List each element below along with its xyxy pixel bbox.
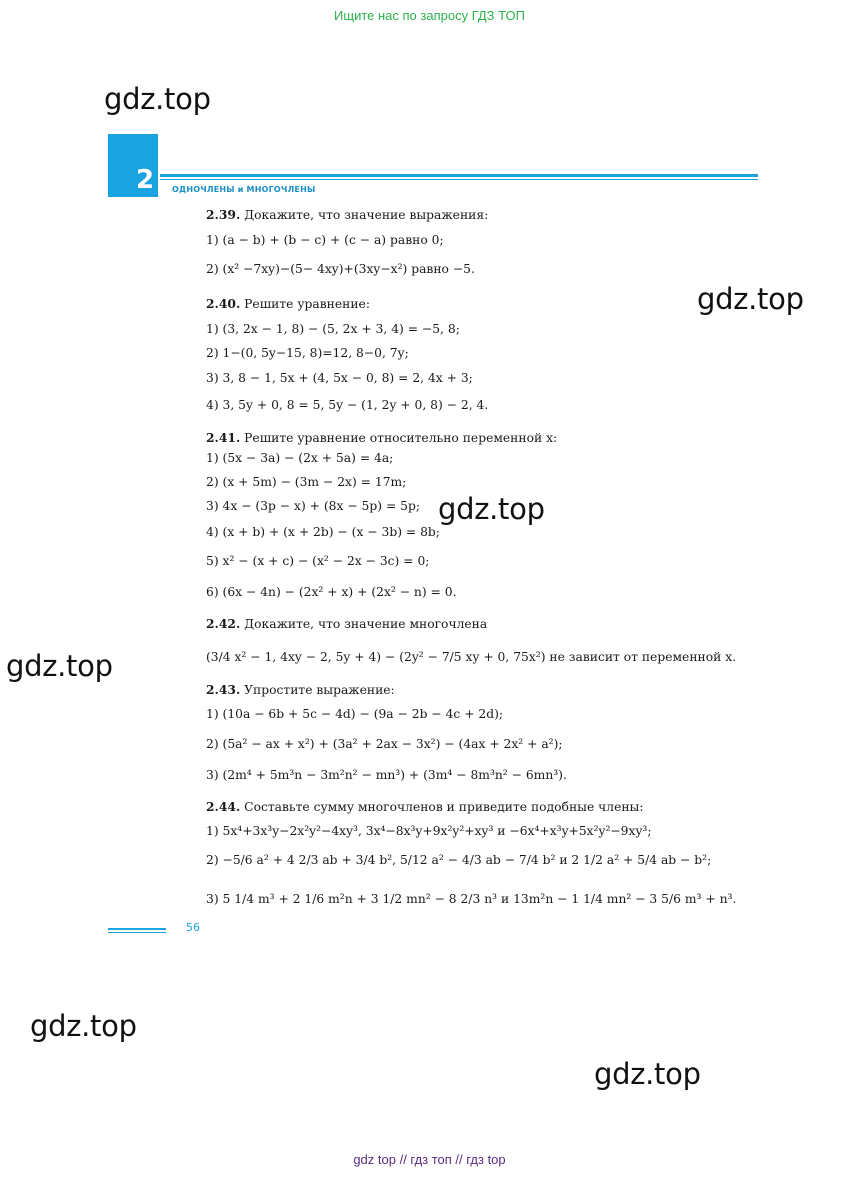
exercise-number: 2.43. [206, 682, 241, 697]
exercise-item: 6) (6x − 4n) − (2x² + x) + (2x² − n) = 0. [206, 585, 457, 599]
exercise-item: 4) 3, 5y + 0, 8 = 5, 5y − (1, 2y + 0, 8) − 2, 4. [206, 398, 489, 412]
exercise-text: Докажите, что значение многочлена [244, 617, 488, 631]
chapter-title: ОДНОЧЛЕНЫ и МНОГОЧЛЕНЫ [172, 185, 316, 194]
watermark: gdz.top [438, 492, 545, 526]
exercise-text: Докажите, что значение выражения: [244, 208, 489, 222]
exercise-item: 3) 3, 8 − 1, 5x + (4, 5x − 0, 8) = 2, 4x + 3; [206, 371, 473, 385]
exercise-number: 2.42. [206, 616, 241, 631]
exercise-item: 2) 1−(0, 5y−15, 8)=12, 8−0, 7y; [206, 346, 409, 360]
exercise-heading [206, 682, 395, 698]
exercise-text: Решите уравнение: [244, 297, 370, 311]
exercise-item: 2) −5/6 a² + 4 2/3 ab + 3/4 b², 5/12 a² − 4/3 ab − 7/4 b² и 2 1/2 a² + 5/4 ab − b²; [206, 853, 712, 867]
footer-rule [108, 928, 166, 930]
exercise-item: 1) (3, 2x − 1, 8) − (5, 2x + 3, 4) = −5, 8; [206, 322, 460, 336]
exercise-heading [206, 616, 487, 632]
exercise-item: 3) 5 1/4 m³ + 2 1/6 m²n + 3 1/2 mn² − 8 2/3 n³ и 13m²n − 1 1/4 mn² − 3 5/6 m³ + n³. [206, 892, 737, 906]
exercise-text: Решите уравнение относительно переменной x: [244, 431, 558, 445]
watermark: gdz.top [697, 282, 804, 316]
chapter-rule [160, 179, 758, 180]
exercise-item: 1) (5x − 3a) − (2x + 5a) = 4a; [206, 451, 394, 465]
exercise-heading [206, 799, 643, 815]
chapter-rule [160, 174, 758, 177]
watermark: gdz.top [6, 649, 113, 683]
top-banner[interactable]: Ищите нас по запросу ГДЗ ТОП [334, 8, 525, 23]
exercise-item: (3/4 x² − 1, 4xy − 2, 5y + 4) − (2y² − 7/5 xy + 0, 75x²) не зависит от переменной x. [206, 650, 737, 664]
exercise-text: Упростите выражение: [244, 683, 395, 697]
watermark: gdz.top [30, 1009, 137, 1043]
exercise-item: 1) 5x⁴+3x³y−2x²y²−4xy³, 3x⁴−8x³y+9x²y²+xy³ и −6x⁴+x³y+5x²y²−9xy³; [206, 824, 652, 838]
page-number: 56 [186, 921, 200, 934]
exercise-item: 2) (x² −7xy)−(5− 4xy)+(3xy−x²) равно −5. [206, 262, 475, 276]
footer-links[interactable]: gdz top // гдз топ // гдз top [353, 1152, 506, 1167]
exercise-item: 2) (x + 5m) − (3m − 2x) = 17m; [206, 475, 407, 489]
exercise-number: 2.39. [206, 207, 241, 222]
footer-rule [108, 932, 166, 933]
watermark: gdz.top [104, 82, 211, 116]
exercise-item: 1) (a − b) + (b − c) + (c − a) равно 0; [206, 233, 444, 247]
exercise-item: 3) (2m⁴ + 5m³n − 3m²n² − mn³) + (3m⁴ − 8m³n² − 6mn³). [206, 768, 567, 782]
exercise-heading [206, 207, 488, 223]
exercise-text: Составьте сумму многочленов и приведите подобные члены: [244, 800, 644, 814]
exercise-heading [206, 430, 557, 446]
watermark: gdz.top [594, 1057, 701, 1091]
exercise-item: 4) (x + b) + (x + 2b) − (x − 3b) = 8b; [206, 525, 440, 539]
exercise-heading [206, 296, 370, 312]
exercise-number: 2.44. [206, 799, 241, 814]
exercise-number: 2.40. [206, 296, 241, 311]
chapter-number: 2 [136, 165, 155, 195]
exercise-item: 3) 4x − (3p − x) + (8x − 5p) = 5p; [206, 499, 421, 513]
exercise-item: 1) (10a − 6b + 5c − 4d) − (9a − 2b − 4c + 2d); [206, 707, 504, 721]
exercise-item: 5) x² − (x + c) − (x² − 2x − 3c) = 0; [206, 554, 430, 568]
exercise-item: 2) (5a² − ax + x²) + (3a² + 2ax − 3x²) − (4ax + 2x² + a²); [206, 737, 563, 751]
exercise-number: 2.41. [206, 430, 241, 445]
